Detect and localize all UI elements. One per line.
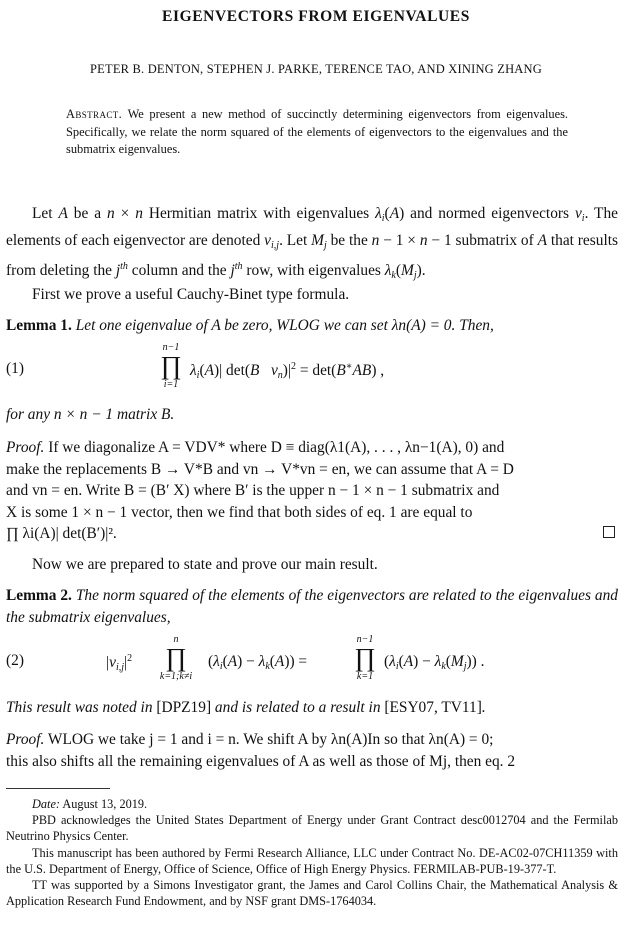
author-list: PETER B. DENTON, STEPHEN J. PARKE, TERENCE TAO, AND XINING ZHANG xyxy=(90,62,542,76)
lemma-1-tail xyxy=(6,404,618,426)
citation-link[interactable]: [ESY07, TV11] xyxy=(384,699,482,716)
text-run: . Let xyxy=(279,231,312,249)
date-label: Date: xyxy=(32,797,60,811)
lemma-tail-text: This result was noted in xyxy=(6,699,157,716)
intro-paragraph: Let A be a n × n Hermitian matrix with eigenvalues $\lambda_i(A)$ and normed eigenvectors $v_i$. The elements of each eigenvector are denoted $v_{i,j}$. Let $M_j$ be the n − 1 × n − 1 submatrix of A that results from deleting the $j^{th}$ column and the $j^{th}$ row, with eigenvalues $\lambda_k(M_j)$. xyxy=(6,205,618,282)
lemma-tail-text: for any n × n − 1 matrix B. xyxy=(6,406,175,423)
abstract xyxy=(66,106,568,159)
equation-2 xyxy=(6,634,618,694)
proof-label: Proof. xyxy=(6,439,45,456)
text-run: be a xyxy=(67,205,107,222)
abstract-text: We present a new method of succinctly determining eigenvectors from eigenvalues. Specifically, we relate the norm squared of the elements of eigenvectors to the eigenvalues and the submatrix eigenvalues. xyxy=(66,107,568,157)
equation-number: (1) xyxy=(6,360,24,377)
date-value: August 13, 2019. xyxy=(62,797,148,811)
lemma-1 xyxy=(6,315,618,337)
text-run: that results from deleting the xyxy=(6,231,618,280)
footnote: This manuscript has been authored by Fermi Research Alliance, LLC under Contract No. DE-AC02-07CH11359 with the U.S. Department of Energy, Office of Science, Office of High Energy Physics. FERMILAB-PUB-19-377-T. xyxy=(6,845,618,876)
product-operator: n−1 ∏ i=1 xyxy=(160,342,182,390)
footnotes xyxy=(6,796,618,909)
footnote-rule xyxy=(6,788,110,789)
lemma-label: Lemma 2. xyxy=(6,587,72,604)
proof-line: X is some 1 × n − 1 vector, then we find that both sides of eq. 1 are equal to xyxy=(6,503,473,521)
text-run: column and the xyxy=(127,262,231,280)
equation-1 xyxy=(6,342,618,402)
text-run: Let xyxy=(32,205,59,222)
proof-line: this also shifts all the remaining eigenvalues of A as well as those of Mj, then eq. 2 xyxy=(6,752,516,770)
proof-1 xyxy=(6,437,618,545)
product-operator: n−1 ∏ k=1 xyxy=(354,634,376,682)
abstract-label: Abstract. xyxy=(66,107,123,121)
text-run: be the xyxy=(326,231,372,249)
proof-line: WLOG we take j = 1 and i = n. We shift A by λn(A)In so that λn(A) = 0; xyxy=(47,731,494,748)
equation-rhs: $(\lambda_i(A) - \lambda_k(M_j))$ . xyxy=(384,653,485,672)
paper-title: EIGENVECTORS FROM EIGENVALUES xyxy=(162,8,470,25)
citation-link[interactable]: [DPZ19] xyxy=(156,699,212,716)
proof-line: make the replacements B → V*B and vn → V*vn = en, we can assume that A = D xyxy=(6,460,514,478)
text-run: row, with eigenvalues xyxy=(242,262,385,280)
lemma-2 xyxy=(6,585,618,628)
proof-line: ∏ λi(A)| det(B′)|². xyxy=(6,525,117,543)
qed-square-icon xyxy=(603,526,615,538)
lemma-tail-text: . xyxy=(481,699,486,716)
text-run: . The elements of each eigenvector are denoted xyxy=(6,205,618,249)
proof-label: Proof. xyxy=(6,731,45,748)
text-run: submatrix of xyxy=(451,231,538,249)
proof-line: If we diagonalize A = VDV* where D ≡ diag(λ1(A), . . . , λn−1(A), 0) and xyxy=(48,439,505,456)
proof-line: and vn = en. Write B = (B′ X) where B′ is the upper n − 1 × n − 1 submatrix and xyxy=(6,482,500,500)
paragraph: Now we are prepared to state and prove our main result. xyxy=(32,556,378,573)
proof-2 xyxy=(6,729,618,772)
lemma-statement: The norm squared of the elements of the eigenvectors are related to the eigenvalues and the submatrix eigenvalues, xyxy=(6,587,619,626)
equation-lhs: $|v_{i,j}|^2$ xyxy=(106,653,133,673)
lemma-statement: Let one eigenvalue of A be zero, WLOG we can set λn(A) = 0. Then, xyxy=(75,317,494,334)
footnote: PBD acknowledges the United States Department of Energy under Grant Contract desc0012704 and the Fermilab Neutrino Physics Center. xyxy=(6,813,618,844)
product-operator: n ∏ k=1;k≠i xyxy=(159,634,193,682)
text-run: . xyxy=(421,262,426,280)
footnote: TT was supported by a Simons Investigator grant, the James and Carol Collins Chair, the Mathematical Analysis & Application Research Fund Endowment, and by NSF grant DMS-1764034. xyxy=(6,878,618,909)
equation-number: (2) xyxy=(6,652,24,669)
text-run: and normed eigenvectors xyxy=(404,205,575,222)
equation-expression: $\lambda_i(A)|$ det(B $v_n)|^2 = \det(B^∗AB)$ , xyxy=(190,361,385,381)
text-run: Hermitian matrix with eigenvalues xyxy=(142,205,376,222)
lemma-2-tail xyxy=(6,697,618,719)
lemma-tail-text: and is related to a result in xyxy=(211,699,385,716)
equation-middle: $(\lambda_i(A) - \lambda_k(A))$ = xyxy=(208,653,308,672)
lemma-label: Lemma 1. xyxy=(6,317,72,334)
paragraph: First we prove a useful Cauchy-Binet type formula. xyxy=(32,286,350,303)
